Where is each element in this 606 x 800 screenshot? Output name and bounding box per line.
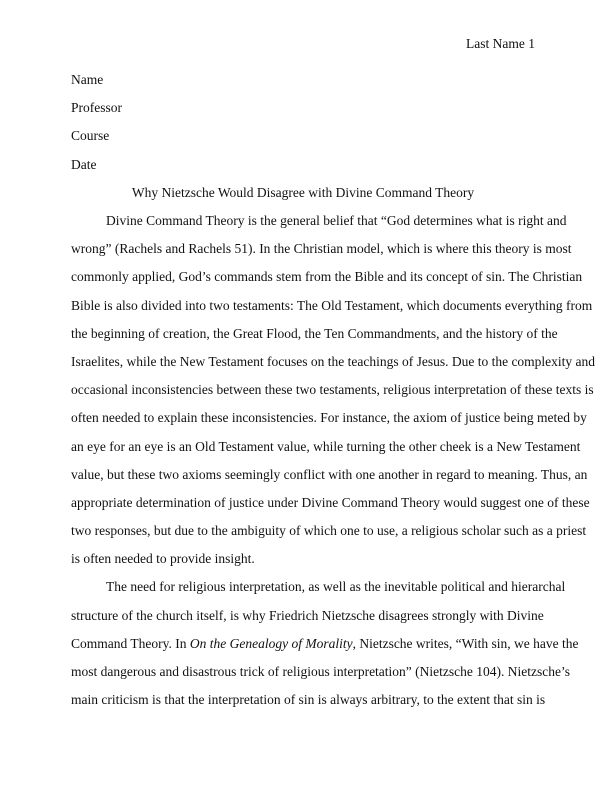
paragraph-line: Divine Command Theory is the general belief that “God determines what is right and	[106, 213, 567, 228]
paragraph-line: most dangerous and disastrous trick of religious interpretation” (Nietzsche 104). Nietzsche’s	[71, 664, 570, 679]
paragraph-line: commonly applied, God’s commands stem from the Bible and its concept of sin. The Christian	[71, 269, 583, 285]
paragraph-line: The need for religious interpretation, as well as the inevitable political and hierarchal	[106, 579, 566, 595]
course-name: Course	[71, 128, 110, 144]
student-heading	[71, 70, 535, 183]
essay-body	[71, 211, 596, 718]
paragraph-line: structure of the church itself, is why Friedrich Nietzsche disagrees strongly with Divine	[71, 607, 544, 623]
paragraph-2	[71, 577, 579, 718]
paragraph-line: Israelites, while the New Testament focuses on the teachings of Jesus. Due to the complexity and	[71, 353, 596, 369]
text-run: , Nietzsche writes, “With sin, we have the	[352, 635, 579, 651]
paragraph-line: the beginning of creation, the Great Flood, the Ten Commandments, and the history of the	[71, 325, 558, 341]
paragraph-line: value, but these two axioms seemingly conflict with one another in regard to meaning. Thus, an	[71, 466, 588, 482]
date: Date	[71, 156, 97, 172]
text-run: Command Theory. In	[71, 635, 190, 651]
professor-name: Professor	[71, 100, 122, 116]
book-title: On the Genealogy of Morality	[189, 635, 353, 651]
paragraph-line: occasional inconsistencies between these two testaments, religious interpretation of these texts is	[71, 382, 594, 398]
paragraph-line: is often needed to provide insight.	[71, 551, 255, 567]
paragraph-1	[71, 211, 596, 577]
paragraph-line: wrong” (Rachels and Rachels 51). In the Christian model, which is where this theory is most	[71, 241, 572, 257]
essay-title: Why Nietzsche Would Disagree with Divine Command Theory	[131, 185, 475, 200]
running-head: Last Name 1	[466, 36, 535, 51]
paragraph-line: Bible is also divided into two testaments: The Old Testament, which documents everything from	[71, 297, 593, 313]
paragraph-line: main criticism is that the interpretation of sin is always arbitrary, to the extent that sin is	[71, 692, 546, 708]
paragraph-line: appropriate determination of justice under Divine Command Theory would suggest one of these	[71, 494, 590, 510]
paragraph-line: an eye for an eye is an Old Testament value, while turning the other cheek is a New Testament	[71, 438, 581, 454]
paragraph-line	[71, 634, 579, 662]
paragraph-line: often needed to explain these inconsistencies. For instance, the axiom of justice being meted by	[71, 410, 587, 426]
paragraph-line: two responses, but due to the ambiguity of which one to use, a religious scholar such as a priest	[71, 523, 587, 539]
student-name: Name	[71, 72, 104, 87]
